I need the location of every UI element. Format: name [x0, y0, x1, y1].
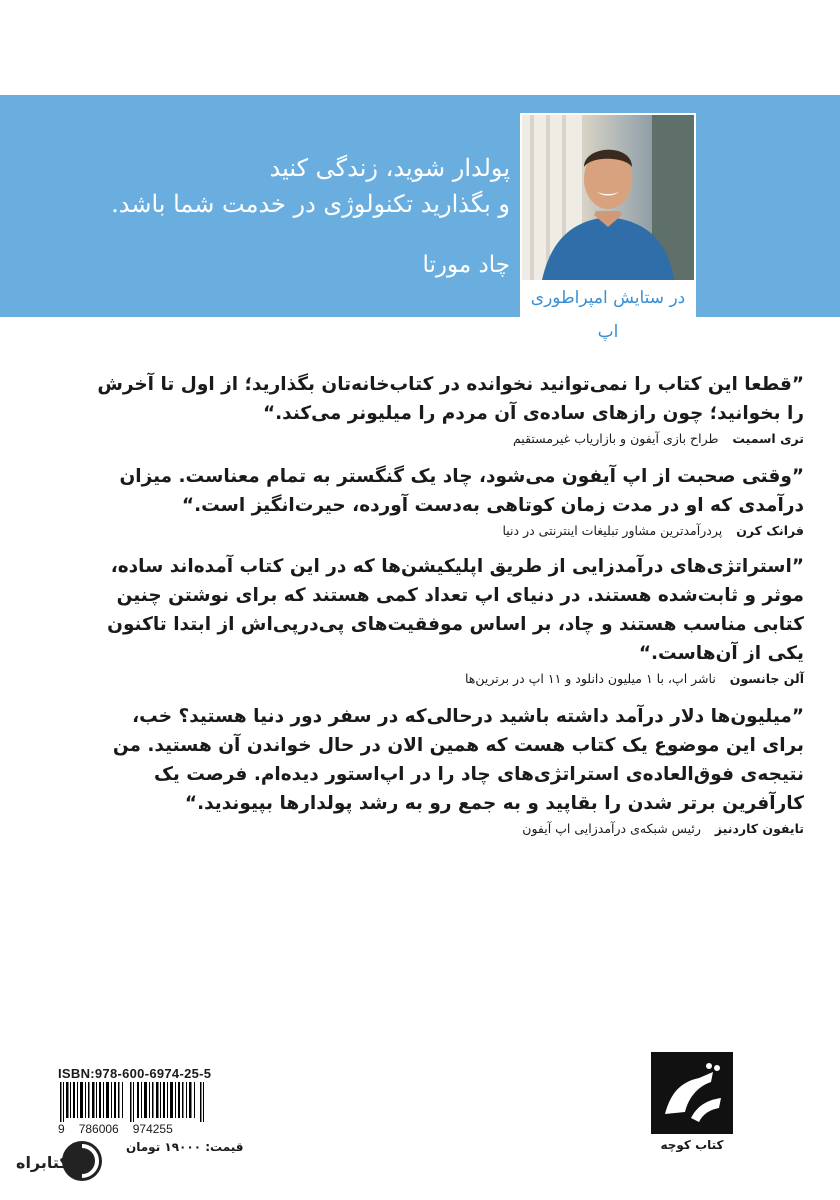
photo-caption: در ستایش امپراطوری اپ — [520, 281, 696, 315]
ketabrah-watermark — [12, 1138, 104, 1184]
quote-3 — [107, 552, 804, 688]
quote-2 — [114, 462, 804, 540]
quote-author-name: فرانک کرن — [736, 523, 804, 538]
author-photo-illustration — [522, 115, 694, 280]
quote-line: را بخوانید؛ چون رازهای ساده‌ی آن مردم را میلیونر می‌کند.“ — [262, 403, 804, 424]
quote-line: ”وقتی صحبت از اپ آیفون می‌شود، چاد یک گنگستر به تمام معناست. میزان — [119, 466, 804, 487]
isbn-label: ISBN:978-600-6974-25-5 — [58, 1066, 212, 1081]
barcode — [58, 1082, 208, 1122]
quote-author-name: تایفون کاردنیز — [714, 821, 804, 836]
banner-author: چاد مورتا — [422, 252, 510, 278]
banner-line-1: پولدار شوید، زندگی کنید — [269, 154, 510, 182]
quote-author-role: پردرآمدترین مشاور تبلیغات اینترنتی در دنیا — [502, 523, 723, 538]
quote-line: یکی از آن‌هاست.“ — [638, 643, 804, 664]
quote-line: ”قطعا این کتاب را نمی‌توانید نخوانده در کتاب‌خانه‌تان بگذارید؛ از اول تا آخرش — [97, 374, 804, 395]
barcode-digit-group: 786006 — [78, 1122, 119, 1136]
barcode-digit-group: 974255 — [132, 1122, 173, 1136]
price-label: قیمت: ۱۹۰۰۰ تومان — [126, 1140, 244, 1154]
quote-1 — [97, 370, 804, 448]
publisher-logo — [651, 1052, 733, 1134]
banner-line-2: و بگذارید تکنولوژی در خدمت شما باشد. — [111, 190, 510, 218]
quote-author-role: طراح بازی آیفون و بازاریاب غیرمستقیم — [512, 431, 719, 446]
publisher-name: کتاب کوچه — [660, 1138, 724, 1152]
quote-line: کتابی مناسب هستند و چاد، بر اساس موفقیت‌های پی‌درپی‌اش از ابتدا تاکنون — [107, 614, 804, 635]
author-photo — [522, 115, 694, 280]
quote-attribution — [114, 430, 804, 448]
barcode-digit-group: 9 — [58, 1122, 65, 1136]
quote-line: برای این موضوع یک کتاب هست که همین الان در حال خواندن آن هستید. من — [112, 735, 804, 756]
quote-attribution — [114, 820, 804, 838]
barcode-digits — [58, 1122, 208, 1136]
quote-line: موثر و ثابت‌شده هستند. در دنیای اپ تعداد کمی هستند که برای نوشتن چنین — [116, 585, 804, 606]
quote-author-name: تری اسمیت — [732, 431, 804, 446]
quote-attribution — [114, 522, 804, 540]
quote-author-role: رئیس شبکه‌ی درآمدزایی اپ آیفون — [522, 821, 701, 836]
banner-tagline — [30, 150, 510, 222]
svg-text:کتابراه: کتابراه — [16, 1153, 69, 1172]
quote-line: ”میلیون‌ها دلار درآمد داشته باشید درحالی‌که در سفر دور دنیا هستید؟ خب، — [132, 706, 804, 727]
ketabrah-logo-icon — [12, 1138, 104, 1184]
quote-line: درآمدی که او در مدت زمان کوتاهی به‌دست آورده، حیرت‌انگیز است.“ — [181, 495, 804, 516]
quote-4 — [114, 702, 804, 838]
quote-line: نتیجه‌ی فوق‌العاده‌ی استراتژی‌های چاد را در اپ‌استور دیده‌ام. فرصت یک — [153, 764, 804, 785]
publisher-logo-icon — [651, 1052, 733, 1134]
quote-attribution — [114, 670, 804, 688]
quote-line: کارآفرین برتر شدن را بقاپید و به جمع رو به رشد پولدارها بپیوندید.“ — [184, 793, 804, 814]
quote-author-name: آلن جانسون — [729, 671, 804, 686]
quote-author-role: ناشر اپ، با ۱ میلیون دانلود و ۱۱ اپ در برترین‌ها — [464, 671, 716, 686]
quote-line: ”استراتژی‌های درآمدزایی از طریق اپلیکیشن‌ها که در این کتاب آمده‌اند ساده، — [110, 556, 804, 577]
